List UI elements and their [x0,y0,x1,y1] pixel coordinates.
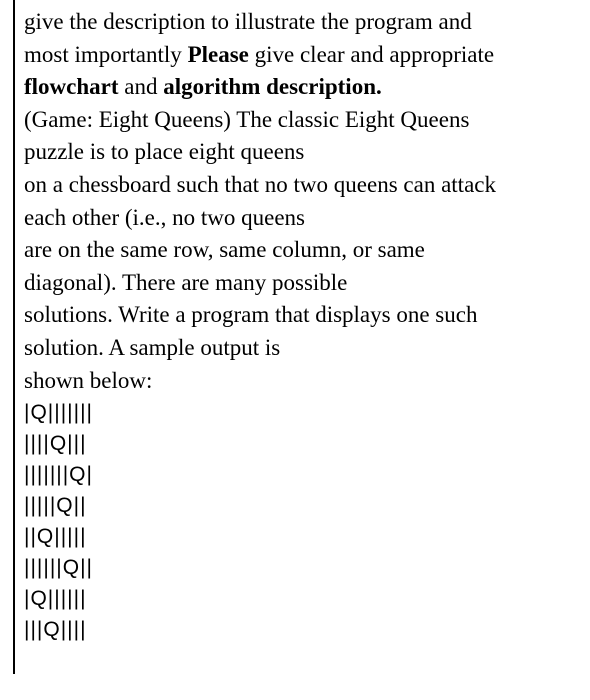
problem-statement [24,6,584,397]
text-line [24,332,584,365]
text-run: shown below: [24,367,153,393]
board-row: ||||||Q|| [24,556,93,579]
text-run: on a chessboard such that no two queens can attack [24,171,496,197]
text-line [24,169,584,202]
text-run-bold: flowchart [24,74,119,100]
text-line [24,365,584,398]
text-run: each other (i.e., no two queens [24,204,306,230]
board-row: ||||Q||| [24,432,87,455]
text-run: solutions. Write a program that displays one such [24,302,478,328]
text-run: give the description to illustrate the program and [24,9,472,34]
text-line [24,299,584,332]
text-line [24,267,584,300]
text-run-bold: Please [187,41,249,67]
text-run: solution. A sample output is [24,334,281,360]
text-run: (Game: Eight Queens) The classic Eight Queens [24,106,470,132]
text-line [24,202,584,235]
text-run: give clear and appropriate [248,41,495,67]
text-run: are on the same row, same column, or same [24,237,425,263]
board-row: |Q|||||| [24,587,87,610]
text-run: puzzle is to place eight queens [24,139,305,165]
board-row: |||||||Q| [24,463,93,486]
board-row: |||Q|||| [24,618,87,641]
text-line [24,104,584,137]
text-run: diagonal). There are many possible [24,269,348,295]
left-margin-rule [13,0,15,674]
text-run-bold: algorithm description. [163,74,382,100]
text-line [24,39,584,72]
board-row: |||||Q|| [24,494,87,517]
text-line [24,234,584,267]
text-run: most importantly [24,41,188,67]
board-row: |Q||||||| [24,401,93,424]
text-line [24,136,584,169]
text-run: and [118,74,164,100]
board-row: ||Q||||| [24,525,87,548]
text-line [24,71,584,104]
text-line [24,6,584,39]
sample-output-board [24,397,93,645]
